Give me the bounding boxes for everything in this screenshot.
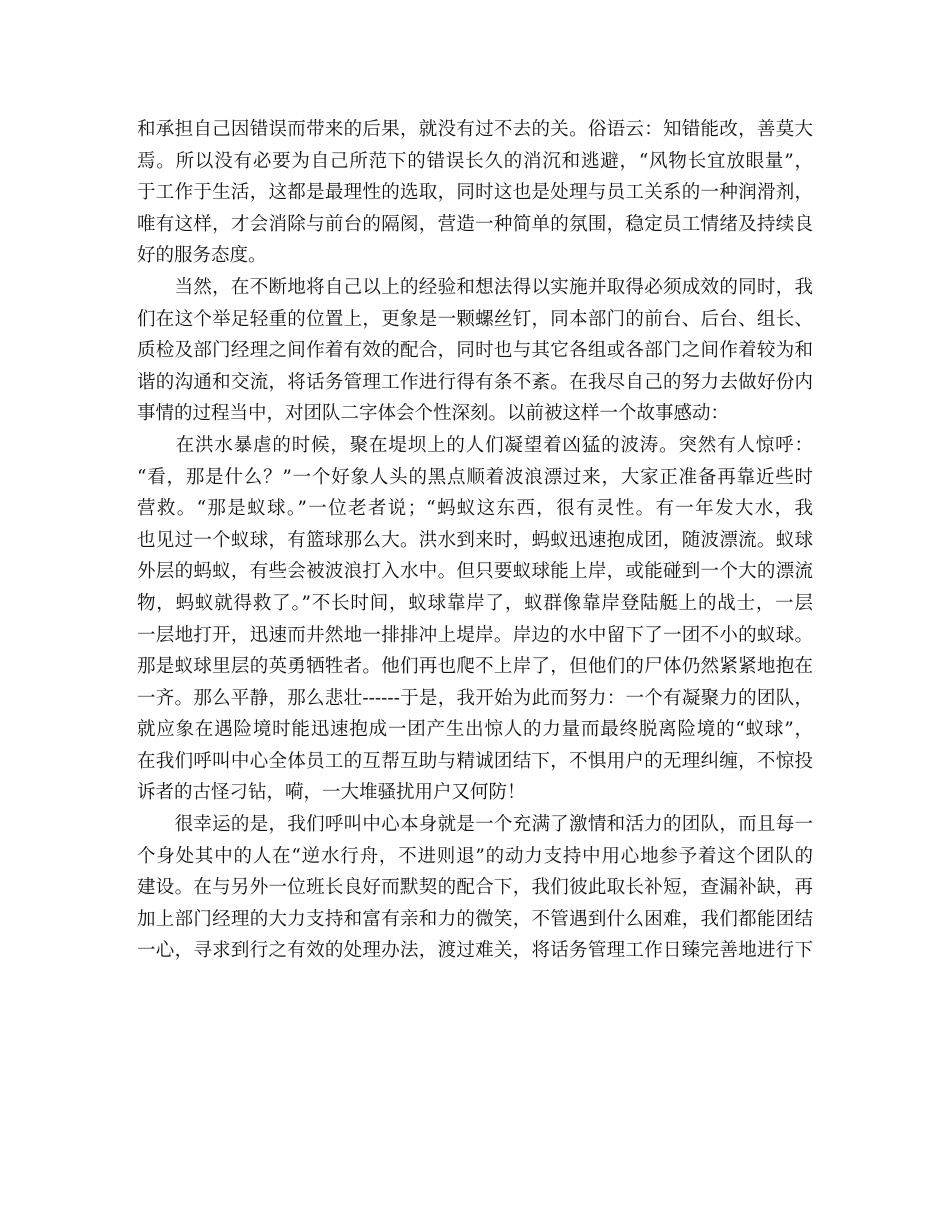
text-line: 个身处其中的人在“逆水行舟，不进则退”的动力支持中用心地参予着这个团队的	[137, 845, 813, 867]
text-line: 一心，寻求到行之有效的处理办法，渡过难关，将话务管理工作日臻完善地进行下	[137, 940, 813, 962]
text-line: 们在这个举足轻重的位置上，更象是一颗螺丝钉，同本部门的前台、后台、组长、	[137, 308, 813, 330]
text-line: 加上部门经理的大力支持和富有亲和力的微笑，不管遇到什么困难，我们都能团结	[137, 908, 813, 930]
text-line: 在我们呼叫中心全体员工的互帮互助与精诚团结下，不惧用户的无理纠缠，不惊投	[137, 750, 813, 772]
paragraph-4	[137, 809, 813, 967]
paragraph-1	[137, 114, 813, 272]
text-line: “看，那是什么？”一个好象人头的黑点顺着波浪漂过来，大家正准备再靠近些时	[137, 466, 813, 488]
text-line: 外层的蚂蚁，有些会被波浪打入水中。但只要蚁球能上岸，或能碰到一个大的漂流	[137, 561, 813, 583]
paragraph-2	[137, 272, 813, 430]
text-line: 好的服务态度。	[137, 245, 267, 267]
text-line: 质检及部门经理之间作着有效的配合，同时也与其它各组或各部门之间作着较为和	[137, 340, 813, 362]
text-line: 那是蚁球里层的英勇牺牲者。他们再也爬不上岸了，但他们的尸体仍然紧紧地抱在	[137, 656, 813, 678]
text-line: 和承担自己因错误而带来的后果，就没有过不去的关。俗语云：知错能改，善莫大	[137, 119, 813, 140]
document-body	[137, 114, 813, 967]
text-line: 焉。所以没有必要为自己所范下的错误长久的消沉和逃避，“风物长宜放眼量”，	[137, 150, 813, 172]
text-line: 一齐。那么平静，那么悲壮------于是，我开始为此而努力：一个有凝聚力的团队，	[137, 687, 813, 709]
text-line: 唯有这样，才会消除与前台的隔阂，营造一种简单的氛围，稳定员工情绪及持续良	[137, 213, 813, 235]
text-line: 很幸运的是，我们呼叫中心本身就是一个充满了激情和活力的团队，而且每一	[137, 814, 813, 836]
text-line: 也见过一个蚁球，有篮球那么大。洪水到来时，蚂蚁迅速抱成团，随波漂流。蚁球	[137, 529, 813, 551]
text-line: 谐的沟通和交流，将话务管理工作进行得有条不紊。在我尽自己的努力去做好份内	[137, 371, 813, 393]
text-line: 诉者的古怪刁钻，嗬，一大堆骚扰用户又何防！	[137, 782, 526, 804]
paragraph-3	[137, 430, 813, 809]
text-line: 建设。在与另外一位班长良好而默契的配合下，我们彼此取长补短，查漏补缺，再	[137, 877, 813, 899]
text-line: 事情的过程当中，对团队二字体会个性深刻。以前被这样一个故事感动：	[137, 403, 730, 425]
text-line: 就应象在遇险境时能迅速抱成一团产生出惊人的力量而最终脱离险境的“蚁球”，	[137, 719, 813, 741]
text-line: 物，蚂蚁就得救了。”不长时间，蚁球靠岸了，蚁群像靠岸登陆艇上的战士，一层	[137, 592, 813, 614]
text-line: 一层地打开，迅速而井然地一排排冲上堤岸。岸边的水中留下了一团不小的蚁球。	[137, 624, 813, 646]
text-line: 营救。“那是蚁球。”一位老者说；“蚂蚁这东西，很有灵性。有一年发大水，我	[137, 498, 813, 520]
text-line: 于工作于生活，这都是最理性的选取，同时这也是处理与员工关系的一种润滑剂，	[137, 182, 813, 204]
text-line: 在洪水暴虐的时候，聚在堤坝上的人们凝望着凶猛的波涛。突然有人惊呼：	[137, 434, 813, 456]
text-line: 当然，在不断地将自己以上的经验和想法得以实施并取得必须成效的同时，我	[137, 276, 813, 298]
